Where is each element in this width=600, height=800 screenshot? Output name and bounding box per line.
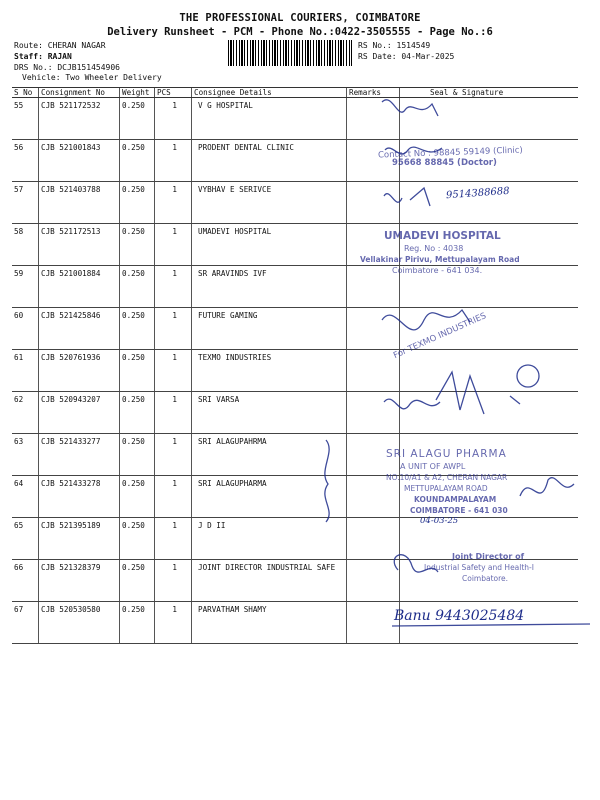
row-consignee: J D II: [192, 518, 347, 560]
row-pcs: 1: [155, 518, 192, 560]
row-consignment: CJB 521403788: [39, 182, 120, 224]
row-weight: 0.250: [120, 266, 155, 308]
row-consignee: SR ARAVINDS IVF: [192, 266, 347, 308]
row-consignment: CJB 521425846: [39, 308, 120, 350]
staff-label: Staff: RAJAN: [14, 52, 72, 61]
umadevi-stamp-address: Vellakinar Pirivu, Mettupalayam Road: [360, 255, 520, 264]
route-label: Route: CHERAN NAGAR: [14, 41, 106, 50]
jd-stamp-line2: Industrial Safety and Health-I: [424, 563, 534, 572]
row-consignment: CJB 521172513: [39, 224, 120, 266]
prodent-contact-stamp: Contact No : 98845 59149 (Clinic): [377, 145, 523, 161]
row-sno: 65: [12, 518, 39, 560]
row-pcs: 1: [155, 602, 192, 644]
umadevi-stamp-name: UMADEVI HOSPITAL: [384, 230, 501, 242]
row-weight: 0.250: [120, 224, 155, 266]
signature-sri-varsa: [384, 399, 440, 409]
row-consignee: PARVATHAM SHAMY: [192, 602, 347, 644]
row-weight: 0.250: [120, 140, 155, 182]
col-sno: S No: [12, 88, 39, 98]
rs-number: RS No.: 1514549: [358, 41, 431, 50]
row-sno: 56: [12, 140, 39, 182]
alagu-stamp-address1: NO.10/A1 & A2, CHERAN NAGAR: [386, 473, 508, 482]
row-pcs: 1: [155, 560, 192, 602]
jd-stamp-line1: Joint Director of: [452, 552, 525, 561]
row-pcs: 1: [155, 350, 192, 392]
jd-stamp-line3: Coimbatore.: [462, 574, 509, 583]
col-weight: Weight: [120, 88, 155, 98]
row-pcs: 1: [155, 392, 192, 434]
alagu-stamp-address2: METTUPALAYAM ROAD: [404, 484, 488, 493]
row-weight: 0.250: [120, 560, 155, 602]
row-consignment: CJB 521328379: [39, 560, 120, 602]
row-weight: 0.250: [120, 182, 155, 224]
row-sno: 66: [12, 560, 39, 602]
alagu-handwritten-date: 04-03-25: [420, 516, 459, 526]
row-pcs: 1: [155, 434, 192, 476]
row-consignee: SRI ALAGUPAHRMA: [192, 434, 347, 476]
row-consignment: CJB 521001843: [39, 140, 120, 182]
vehicle-label: Vehicle: Two Wheeler Delivery: [22, 73, 162, 82]
row-consignment: CJB 520943207: [39, 392, 120, 434]
row-sno: 61: [12, 350, 39, 392]
col-remarks: Remarks: [347, 88, 400, 98]
row-weight: 0.250: [120, 434, 155, 476]
row-pcs: 1: [155, 98, 192, 140]
row-sno: 59: [12, 266, 39, 308]
row-pcs: 1: [155, 266, 192, 308]
umadevi-stamp-city: Coimbatore - 641 034.: [392, 266, 483, 275]
drs-number: DRS No.: DCJB151454906: [14, 63, 120, 72]
row-weight: 0.250: [120, 518, 155, 560]
row-weight: 0.250: [120, 476, 155, 518]
parvatham-handwritten-phone: Banu 9443025484: [394, 608, 525, 624]
row-pcs: 1: [155, 224, 192, 266]
rs-date: RS Date: 04-Mar-2025: [358, 52, 455, 61]
runsheet-subtitle: Delivery Runsheet - PCM - Phone No.:0422-3505555 - Page No.:6: [107, 26, 493, 38]
runsheet-title: THE PROFESSIONAL COURIERS, COIMBATORE: [179, 12, 421, 24]
alagu-stamp-unit: A UNIT OF AWPL: [400, 462, 466, 471]
umadevi-stamp-reg: Reg. No : 4038: [404, 244, 464, 253]
vybhav-phone-handwritten: 9514388688: [445, 185, 510, 202]
row-consignment: CJB 521433277: [39, 434, 120, 476]
brace-mark: [325, 440, 329, 522]
row-pcs: 1: [155, 308, 192, 350]
row-consignment: CJB 521172532: [39, 98, 120, 140]
row-consignee: UMADEVI HOSPITAL: [192, 224, 347, 266]
signature-parvatham-underline: [392, 624, 590, 626]
row-sno: 55: [12, 98, 39, 140]
row-consignee: SRI ALAGUPHARMA: [192, 476, 347, 518]
row-sno: 67: [12, 602, 39, 644]
row-consignee: FUTURE GAMING: [192, 308, 347, 350]
row-sno: 64: [12, 476, 39, 518]
row-sno: 57: [12, 182, 39, 224]
row-consignee: VYBHAV E SERIVCE: [192, 182, 347, 224]
row-consignee: V G HOSPITAL: [192, 98, 347, 140]
texmo-stamp: For TEXMO INDUSTRIES: [392, 311, 488, 362]
row-consignee: JOINT DIRECTOR INDUSTRIAL SAFE: [192, 560, 347, 602]
row-consignment: CJB 521395189: [39, 518, 120, 560]
row-consignee: TEXMO INDUSTRIES: [192, 350, 347, 392]
row-sno: 58: [12, 224, 39, 266]
col-consignment: Consignment No: [39, 88, 120, 98]
row-sno: 60: [12, 308, 39, 350]
texmo-circled-mark: [517, 365, 539, 387]
col-pcs: PCS: [155, 88, 192, 98]
row-consignment: CJB 520761936: [39, 350, 120, 392]
row-pcs: 1: [155, 476, 192, 518]
col-consignee: Consignee Details: [192, 88, 347, 98]
row-consignment: CJB 520530580: [39, 602, 120, 644]
row-weight: 0.250: [120, 392, 155, 434]
row-sno: 62: [12, 392, 39, 434]
prodent-doctor-stamp: 95668 88845 (Doctor): [392, 158, 497, 168]
alagu-stamp-city: COIMBATORE - 641 030: [410, 506, 508, 515]
row-weight: 0.250: [120, 308, 155, 350]
row-pcs: 1: [155, 140, 192, 182]
row-weight: 0.250: [120, 98, 155, 140]
row-consignee: SRI VARSA: [192, 392, 347, 434]
alagu-stamp-name: SRI ALAGU PHARMA: [386, 448, 507, 460]
row-consignee: PRODENT DENTAL CLINIC: [192, 140, 347, 182]
row-weight: 0.250: [120, 350, 155, 392]
row-weight: 0.250: [120, 602, 155, 644]
signature-vybhav: [384, 188, 430, 206]
row-pcs: 1: [155, 182, 192, 224]
alagu-stamp-address3: KOUNDAMPALAYAM: [414, 495, 497, 504]
signature-vg-hospital: [382, 100, 438, 116]
signature-alagu: [520, 478, 574, 496]
col-signature: Seal & Signature: [400, 88, 579, 98]
row-consignment: CJB 521001884: [39, 266, 120, 308]
signature-texmo: [436, 372, 520, 414]
row-sno: 63: [12, 434, 39, 476]
row-consignment: CJB 521433278: [39, 476, 120, 518]
